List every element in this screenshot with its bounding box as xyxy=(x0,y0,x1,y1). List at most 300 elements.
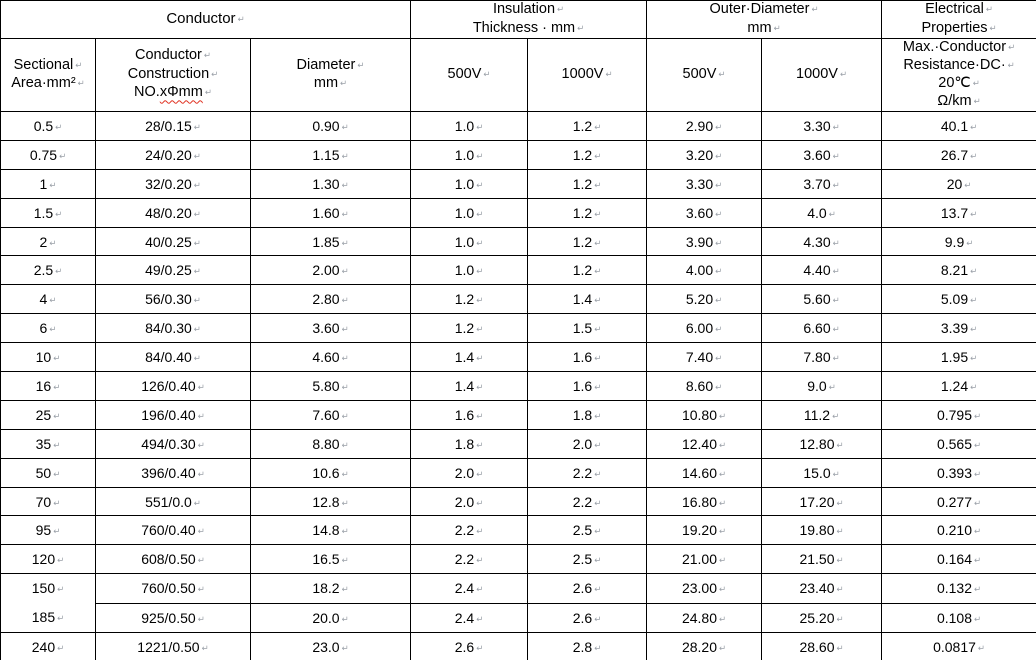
conductor-construction-cell: 760/0.50 ↵ xyxy=(96,574,251,603)
formatting-mark: ↵ xyxy=(594,643,602,654)
formatting-mark: ↵ xyxy=(57,643,65,654)
outer-diameter-500v-cell: 3.20 ↵ xyxy=(647,140,762,169)
formatting-mark: ↵ xyxy=(773,23,781,34)
formatting-mark: ↵ xyxy=(715,209,723,220)
formatting-mark: ↵ xyxy=(832,325,840,336)
outer-diameter-500v-cell: 8.60 ↵ xyxy=(647,372,762,401)
formatting-mark: ↵ xyxy=(55,122,63,133)
formatting-mark: ↵ xyxy=(577,23,585,34)
formatting-mark: ↵ xyxy=(594,238,602,249)
formatting-mark: ↵ xyxy=(341,527,349,538)
table-row xyxy=(1,487,1036,516)
insulation-500v-cell: 2.2 ↵ xyxy=(411,545,528,574)
construction-line1: Conductor xyxy=(134,47,202,64)
formatting-mark: ↵ xyxy=(836,643,844,654)
formatting-mark: ↵ xyxy=(476,122,484,133)
formatting-mark: ↵ xyxy=(193,267,201,278)
formatting-mark: ↵ xyxy=(201,643,209,654)
outer-diameter-500v-cell: 3.90 ↵ xyxy=(647,227,762,256)
insulation-500v-cell: 1.0 ↵ xyxy=(411,198,528,227)
formatting-mark: ↵ xyxy=(719,556,727,567)
conductor-construction-cell: 28/0.15 ↵ xyxy=(96,112,251,141)
outer-diameter-500v-cell: 28.20 ↵ xyxy=(647,633,762,660)
formatting-mark: ↵ xyxy=(989,23,997,34)
formatting-mark: ↵ xyxy=(605,69,613,80)
formatting-mark: ↵ xyxy=(719,440,727,451)
insulation-1000v-cell: 2.6 ↵ xyxy=(528,603,647,632)
conductor-construction-cell: 760/0.40 ↵ xyxy=(96,516,251,545)
formatting-mark: ↵ xyxy=(719,469,727,480)
construction-no-prefix: NO. xyxy=(134,84,160,101)
sectional-area-cell: 240 ↵ xyxy=(1,633,96,660)
formatting-mark: ↵ xyxy=(341,180,349,191)
formatting-mark: ↵ xyxy=(715,151,723,162)
formatting-mark: ↵ xyxy=(340,79,348,89)
formatting-mark: ↵ xyxy=(237,14,245,25)
formatting-mark: ↵ xyxy=(476,585,484,596)
diameter-cell: 4.60 ↵ xyxy=(251,343,411,372)
diameter-cell: 1.30 ↵ xyxy=(251,169,411,198)
outer-diameter-1000v-cell: 23.40 ↵ xyxy=(762,574,882,603)
table-row xyxy=(1,574,1036,603)
col-header-conductor-construction xyxy=(96,39,251,112)
formatting-mark: ↵ xyxy=(476,180,484,191)
formatting-mark: ↵ xyxy=(594,614,602,625)
formatting-mark: ↵ xyxy=(476,382,484,393)
formatting-mark: ↵ xyxy=(1007,61,1015,71)
formatting-mark: ↵ xyxy=(197,556,205,567)
formatting-mark: ↵ xyxy=(53,527,61,538)
formatting-mark: ↵ xyxy=(341,585,349,596)
formatting-mark: ↵ xyxy=(55,267,63,278)
insulation-1000v-cell: 2.5 ↵ xyxy=(528,545,647,574)
formatting-mark: ↵ xyxy=(718,69,726,80)
conductor-group-header: Conductor ↵ xyxy=(1,1,411,39)
table-row xyxy=(1,545,1036,574)
formatting-mark: ↵ xyxy=(832,180,840,191)
insulation-1000v-cell: 2.8 ↵ xyxy=(528,633,647,660)
outer-diameter-1000v-cell: 3.60 ↵ xyxy=(762,140,882,169)
conductor-construction-cell: 494/0.30 ↵ xyxy=(96,429,251,458)
table-row xyxy=(1,256,1036,285)
formatting-mark: ↵ xyxy=(476,411,484,422)
col-header-sectional-area: Sectional ↵ Area·mm² ↵ xyxy=(1,39,96,112)
insulation-500v-cell: 1.8 ↵ xyxy=(411,429,528,458)
formatting-mark: ↵ xyxy=(341,469,349,480)
formatting-mark: ↵ xyxy=(974,556,982,567)
resistance-cell: 0.795 ↵ xyxy=(882,400,1036,429)
conductor-construction-cell: 925/0.50 ↵ xyxy=(96,603,251,632)
sectional-area-cell: 0.5 ↵ xyxy=(1,112,96,141)
formatting-mark: ↵ xyxy=(193,180,201,191)
formatting-mark: ↵ xyxy=(341,267,349,278)
table-header xyxy=(1,1,1036,112)
header-sub-row xyxy=(1,39,1036,112)
col-header-diameter: Diameter ↵ mm ↵ xyxy=(251,39,411,112)
outer-diameter-1000v-cell: 5.60 ↵ xyxy=(762,285,882,314)
insulation-1000v-cell: 2.5 ↵ xyxy=(528,516,647,545)
formatting-mark: ↵ xyxy=(970,325,978,336)
diameter-cell: 1.85 ↵ xyxy=(251,227,411,256)
formatting-mark: ↵ xyxy=(53,498,61,509)
formatting-mark: ↵ xyxy=(832,151,840,162)
formatting-mark: ↵ xyxy=(715,122,723,133)
formatting-mark: ↵ xyxy=(715,238,723,249)
resistance-cell: 20 ↵ xyxy=(882,169,1036,198)
construction-line2: Construction xyxy=(127,65,210,82)
formatting-mark: ↵ xyxy=(476,209,484,220)
insulation-thickness-group-header: Insulation ↵ Thickness · mm ↵ xyxy=(411,1,647,39)
formatting-mark: ↵ xyxy=(811,5,819,15)
formatting-mark: ↵ xyxy=(836,585,844,596)
sectional-area-cell: 10 ↵ xyxy=(1,343,96,372)
diameter-cell: 14.8 ↵ xyxy=(251,516,411,545)
outer-diameter-1000v-cell: 4.40 ↵ xyxy=(762,256,882,285)
table-row xyxy=(1,314,1036,343)
formatting-mark: ↵ xyxy=(53,382,61,393)
formatting-mark: ↵ xyxy=(476,238,484,249)
sectional-area-cell: 0.75 ↵ xyxy=(1,140,96,169)
sectional-area-cell: 16 ↵ xyxy=(1,372,96,401)
insulation-500v-cell: 1.0 ↵ xyxy=(411,256,528,285)
diameter-cell: 1.15 ↵ xyxy=(251,140,411,169)
formatting-mark: ↵ xyxy=(341,556,349,567)
conductor-construction-cell: 40/0.25 ↵ xyxy=(96,227,251,256)
formatting-mark: ↵ xyxy=(476,325,484,336)
formatting-mark: ↵ xyxy=(719,585,727,596)
formatting-mark: ↵ xyxy=(828,382,836,393)
outer-diameter-1000v-cell: 28.60 ↵ xyxy=(762,633,882,660)
formatting-mark: ↵ xyxy=(594,209,602,220)
formatting-mark: ↵ xyxy=(341,122,349,133)
formatting-mark: ↵ xyxy=(341,151,349,162)
outer-diameter-1000v-cell: 25.20 ↵ xyxy=(762,603,882,632)
diameter-cell: 1.60 ↵ xyxy=(251,198,411,227)
formatting-mark: ↵ xyxy=(204,88,212,99)
formatting-mark: ↵ xyxy=(476,556,484,567)
insulation-500v-cell: 1.0 ↵ xyxy=(411,140,528,169)
formatting-mark: ↵ xyxy=(719,643,727,654)
resistance-cell: 0.210 ↵ xyxy=(882,516,1036,545)
diameter-cell: 18.2 ↵ xyxy=(251,574,411,603)
formatting-mark: ↵ xyxy=(715,354,723,365)
diameter-cell: 10.6 ↵ xyxy=(251,458,411,487)
formatting-mark: ↵ xyxy=(341,325,349,336)
formatting-mark: ↵ xyxy=(832,411,840,422)
formatting-mark: ↵ xyxy=(719,498,727,509)
formatting-mark: ↵ xyxy=(715,267,723,278)
formatting-mark: ↵ xyxy=(49,325,57,336)
formatting-mark: ↵ xyxy=(594,354,602,365)
outer-diameter-1000v-cell: 3.70 ↵ xyxy=(762,169,882,198)
insulation-500v-cell: 2.6 ↵ xyxy=(411,633,528,660)
sectional-area-cell: 50 ↵ xyxy=(1,458,96,487)
diameter-cell: 5.80 ↵ xyxy=(251,372,411,401)
formatting-mark: ↵ xyxy=(59,151,67,162)
formatting-mark: ↵ xyxy=(966,238,974,249)
conductor-construction-cell: 49/0.25 ↵ xyxy=(96,256,251,285)
col-header-outer-diameter-1000v: 1000V ↵ xyxy=(762,39,882,112)
formatting-mark: ↵ xyxy=(974,469,982,480)
outer-diameter-1000v-cell: 21.50 ↵ xyxy=(762,545,882,574)
sectional-area-cell: 4 ↵ xyxy=(1,285,96,314)
table-row xyxy=(1,285,1036,314)
sectional-area-cell: 1.5 ↵ xyxy=(1,198,96,227)
formatting-mark: ↵ xyxy=(715,325,723,336)
conductor-construction-cell: 126/0.40 ↵ xyxy=(96,372,251,401)
table-body xyxy=(1,112,1036,660)
insulation-1000v-cell: 1.2 ↵ xyxy=(528,112,647,141)
formatting-mark: ↵ xyxy=(974,527,982,538)
formatting-mark: ↵ xyxy=(55,209,63,220)
table-row xyxy=(1,198,1036,227)
conductor-construction-cell: 396/0.40 ↵ xyxy=(96,458,251,487)
outer-diameter-500v-cell: 3.30 ↵ xyxy=(647,169,762,198)
conductor-construction-cell: 24/0.20 ↵ xyxy=(96,140,251,169)
conductor-construction-cell: 84/0.30 ↵ xyxy=(96,314,251,343)
insulation-1000v-cell: 1.2 ↵ xyxy=(528,169,647,198)
table-row xyxy=(1,603,1036,632)
outer-diameter-1000v-cell: 17.20 ↵ xyxy=(762,487,882,516)
col-header-insulation-500v: 500V ↵ xyxy=(411,39,528,112)
formatting-mark: ↵ xyxy=(970,296,978,307)
formatting-mark: ↵ xyxy=(594,556,602,567)
formatting-mark: ↵ xyxy=(832,354,840,365)
diameter-cell: 12.8 ↵ xyxy=(251,487,411,516)
formatting-mark: ↵ xyxy=(75,60,83,71)
formatting-mark: ↵ xyxy=(832,296,840,307)
formatting-mark: ↵ xyxy=(49,180,57,191)
formatting-mark: ↵ xyxy=(594,498,602,509)
diameter-cell: 2.00 ↵ xyxy=(251,256,411,285)
resistance-cell: 5.09 ↵ xyxy=(882,285,1036,314)
outer-diameter-500v-cell: 19.20 ↵ xyxy=(647,516,762,545)
formatting-mark: ↵ xyxy=(193,209,201,220)
formatting-mark: ↵ xyxy=(985,5,994,15)
insulation-1000v-cell: 1.2 ↵ xyxy=(528,198,647,227)
formatting-mark: ↵ xyxy=(341,614,349,625)
formatting-mark: ↵ xyxy=(828,209,836,220)
resistance-cell: 0.164 ↵ xyxy=(882,545,1036,574)
formatting-mark: ↵ xyxy=(594,325,602,336)
formatting-mark: ↵ xyxy=(341,498,349,509)
formatting-mark: ↵ xyxy=(832,238,840,249)
formatting-mark: ↵ xyxy=(341,354,349,365)
outer-diameter-500v-cell: 4.00 ↵ xyxy=(647,256,762,285)
insulation-500v-cell: 1.0 ↵ xyxy=(411,227,528,256)
insulation-1000v-cell: 1.6 ↵ xyxy=(528,372,647,401)
formatting-mark: ↵ xyxy=(832,469,840,480)
formatting-mark: ↵ xyxy=(476,440,484,451)
formatting-mark: ↵ xyxy=(970,354,978,365)
table-row xyxy=(1,400,1036,429)
formatting-mark: ↵ xyxy=(715,180,723,191)
diameter-cell: 7.60 ↵ xyxy=(251,400,411,429)
table-row xyxy=(1,343,1036,372)
formatting-mark: ↵ xyxy=(53,440,61,451)
resistance-cell: 0.0817 ↵ xyxy=(882,633,1036,660)
formatting-mark: ↵ xyxy=(836,614,844,625)
formatting-mark: ↵ xyxy=(211,69,219,80)
formatting-mark: ↵ xyxy=(977,643,986,654)
formatting-mark: ↵ xyxy=(719,527,727,538)
insulation-1000v-cell: 1.8 ↵ xyxy=(528,400,647,429)
formatting-mark: ↵ xyxy=(197,411,205,422)
outer-diameter-1000v-cell: 3.30 ↵ xyxy=(762,112,882,141)
diameter-cell: 20.0 ↵ xyxy=(251,603,411,632)
formatting-mark: ↵ xyxy=(476,296,484,307)
insulation-1000v-cell: 2.6 ↵ xyxy=(528,574,647,603)
diameter-cell: 3.60 ↵ xyxy=(251,314,411,343)
outer-diameter-1000v-cell: 19.80 ↵ xyxy=(762,516,882,545)
formatting-mark: ↵ xyxy=(970,267,978,278)
formatting-mark: ↵ xyxy=(57,614,65,625)
formatting-mark: ↵ xyxy=(594,267,602,278)
table-row xyxy=(1,372,1036,401)
formatting-mark: ↵ xyxy=(341,411,349,422)
insulation-1000v-cell: 1.6 ↵ xyxy=(528,343,647,372)
sectional-area-cell: 95 ↵ xyxy=(1,516,96,545)
sectional-area-cell: 120 ↵ xyxy=(1,545,96,574)
formatting-mark: ↵ xyxy=(77,79,85,89)
table-row xyxy=(1,227,1036,256)
table-row xyxy=(1,429,1036,458)
resistance-cell: 26.7 ↵ xyxy=(882,140,1036,169)
insulation-500v-cell: 2.0 ↵ xyxy=(411,487,528,516)
sectional-area-cell: 150 ↵ 185 ↵ xyxy=(1,574,96,633)
insulation-500v-cell: 1.0 ↵ xyxy=(411,169,528,198)
formatting-mark: ↵ xyxy=(836,556,844,567)
electrical-properties-group-header: Electrical ↵ Properties ↵ xyxy=(882,1,1036,39)
header-group-row xyxy=(1,1,1036,39)
formatting-mark: ↵ xyxy=(964,180,972,191)
insulation-500v-cell: 1.4 ↵ xyxy=(411,343,528,372)
resistance-cell: 0.132 ↵ xyxy=(882,574,1036,603)
outer-diameter-500v-cell: 5.20 ↵ xyxy=(647,285,762,314)
outer-diameter-500v-cell: 2.90 ↵ xyxy=(647,112,762,141)
formatting-mark: ↵ xyxy=(594,440,602,451)
formatting-mark: ↵ xyxy=(594,585,602,596)
formatting-mark: ↵ xyxy=(974,614,982,625)
formatting-mark: ↵ xyxy=(594,122,602,133)
sectional-area-cell: 2 ↵ xyxy=(1,227,96,256)
insulation-1000v-cell: 2.2 ↵ xyxy=(528,487,647,516)
formatting-mark: ↵ xyxy=(832,267,840,278)
resistance-cell: 13.7 ↵ xyxy=(882,198,1036,227)
table-row xyxy=(1,169,1036,198)
formatting-mark: ↵ xyxy=(203,51,212,62)
resistance-cell: 1.24 ↵ xyxy=(882,372,1036,401)
outer-diameter-500v-cell: 23.00 ↵ xyxy=(647,574,762,603)
formatting-mark: ↵ xyxy=(594,411,602,422)
outer-diameter-1000v-cell: 4.30 ↵ xyxy=(762,227,882,256)
outer-diameter-1000v-cell: 7.80 ↵ xyxy=(762,343,882,372)
formatting-mark: ↵ xyxy=(193,122,201,133)
insulation-500v-cell: 1.6 ↵ xyxy=(411,400,528,429)
conductor-construction-cell: 196/0.40 ↵ xyxy=(96,400,251,429)
insulation-500v-cell: 1.2 ↵ xyxy=(411,285,528,314)
table-row xyxy=(1,633,1036,660)
formatting-mark: ↵ xyxy=(193,151,201,162)
resistance-cell: 0.565 ↵ xyxy=(882,429,1036,458)
resistance-cell: 8.21 ↵ xyxy=(882,256,1036,285)
formatting-mark: ↵ xyxy=(970,382,978,393)
resistance-cell: 9.9 ↵ xyxy=(882,227,1036,256)
formatting-mark: ↵ xyxy=(197,614,205,625)
formatting-mark: ↵ xyxy=(53,411,61,422)
outer-diameter-500v-cell: 10.80 ↵ xyxy=(647,400,762,429)
diameter-cell: 23.0 ↵ xyxy=(251,633,411,660)
insulation-1000v-cell: 2.2 ↵ xyxy=(528,458,647,487)
insulation-500v-cell: 2.0 ↵ xyxy=(411,458,528,487)
formatting-mark: ↵ xyxy=(197,469,205,480)
formatting-mark: ↵ xyxy=(970,122,978,133)
formatting-mark: ↵ xyxy=(974,498,982,509)
col-header-outer-diameter-500v: 500V ↵ xyxy=(647,39,762,112)
insulation-500v-cell: 2.4 ↵ xyxy=(411,574,528,603)
resistance-cell: 40.1 ↵ xyxy=(882,112,1036,141)
insulation-500v-cell: 2.4 ↵ xyxy=(411,603,528,632)
outer-diameter-1000v-cell: 9.0 ↵ xyxy=(762,372,882,401)
diameter-cell: 8.80 ↵ xyxy=(251,429,411,458)
outer-diameter-500v-cell: 24.80 ↵ xyxy=(647,603,762,632)
outer-diameter-1000v-cell: 6.60 ↵ xyxy=(762,314,882,343)
formatting-mark: ↵ xyxy=(476,354,484,365)
col-header-max-resistance: Max.·Conductor ↵ Resistance·DC· ↵ 20℃ ↵ Ω/km ↵ xyxy=(882,39,1036,112)
formatting-mark: ↵ xyxy=(970,209,978,220)
insulation-500v-cell: 1.2 ↵ xyxy=(411,314,528,343)
diameter-cell: 2.80 ↵ xyxy=(251,285,411,314)
formatting-mark: ↵ xyxy=(193,498,201,509)
resistance-cell: 0.277 ↵ xyxy=(882,487,1036,516)
outer-diameter-1000v-cell: 4.0 ↵ xyxy=(762,198,882,227)
formatting-mark: ↵ xyxy=(193,354,201,365)
col-header-insulation-1000v: 1000V ↵ xyxy=(528,39,647,112)
formatting-mark: ↵ xyxy=(970,151,978,162)
conductor-construction-cell: 608/0.50 ↵ xyxy=(96,545,251,574)
formatting-mark: ↵ xyxy=(836,498,844,509)
formatting-mark: ↵ xyxy=(476,614,484,625)
formatting-mark: ↵ xyxy=(197,382,205,393)
formatting-mark: ↵ xyxy=(357,60,365,71)
formatting-mark: ↵ xyxy=(476,469,484,480)
formatting-mark: ↵ xyxy=(49,238,57,249)
resistance-cell: 1.95 ↵ xyxy=(882,343,1036,372)
formatting-mark: ↵ xyxy=(1008,43,1016,53)
formatting-mark: ↵ xyxy=(476,527,484,538)
formatting-mark: ↵ xyxy=(973,97,981,107)
sectional-area-cell: 25 ↵ xyxy=(1,400,96,429)
insulation-500v-cell: 1.4 ↵ xyxy=(411,372,528,401)
formatting-mark: ↵ xyxy=(836,440,844,451)
formatting-mark: ↵ xyxy=(483,69,491,80)
sectional-area-cell: 35 ↵ xyxy=(1,429,96,458)
outer-diameter-1000v-cell: 15.0 ↵ xyxy=(762,458,882,487)
outer-diameter-500v-cell: 6.00 ↵ xyxy=(647,314,762,343)
table-row xyxy=(1,140,1036,169)
formatting-mark: ↵ xyxy=(974,440,982,451)
resistance-cell: 0.108 ↵ xyxy=(882,603,1036,632)
outer-diameter-500v-cell: 21.00 ↵ xyxy=(647,545,762,574)
formatting-mark: ↵ xyxy=(974,411,982,422)
sectional-area-cell: 70 ↵ xyxy=(1,487,96,516)
formatting-mark: ↵ xyxy=(341,296,349,307)
outer-diameter-500v-cell: 16.80 ↵ xyxy=(647,487,762,516)
formatting-mark: ↵ xyxy=(57,556,65,567)
resistance-cell: 3.39 ↵ xyxy=(882,314,1036,343)
resistance-cell: 0.393 ↵ xyxy=(882,458,1036,487)
formatting-mark: ↵ xyxy=(832,122,840,133)
